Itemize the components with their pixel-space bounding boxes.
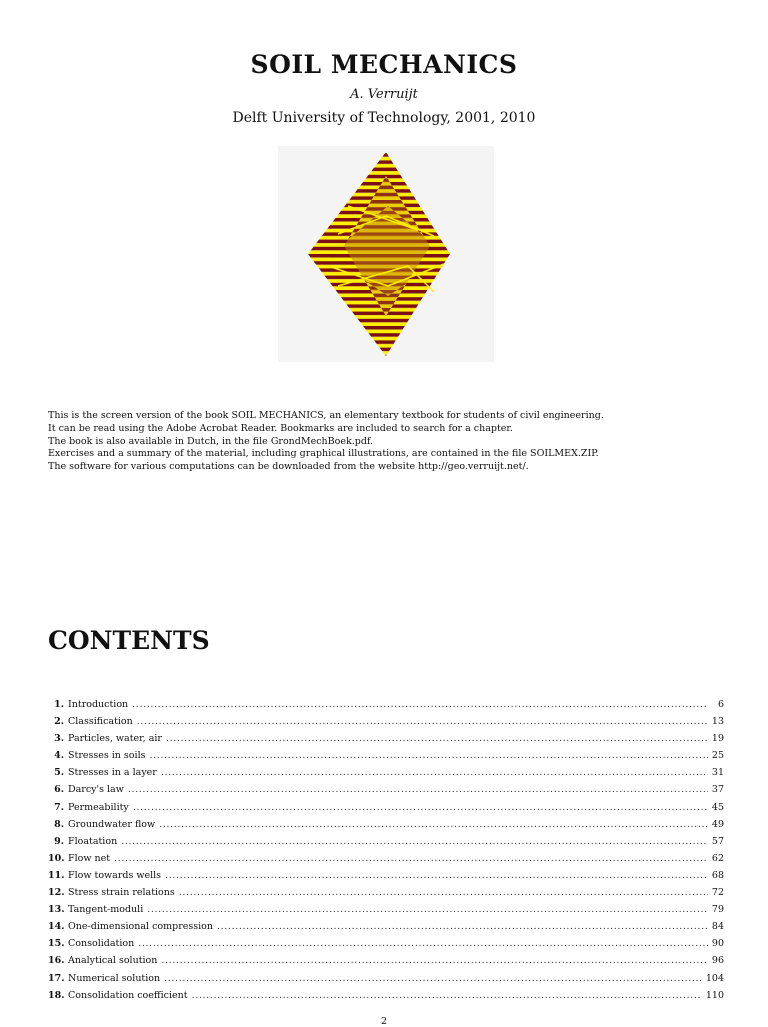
toc-entry[interactable] [48, 781, 724, 798]
toc-entry-number: 6. [54, 784, 64, 796]
striped-diamond-graphic [278, 146, 494, 362]
toc-entry-page: 19 [711, 733, 724, 745]
toc-entry[interactable] [48, 867, 724, 884]
toc-entry-number: 14. [48, 921, 65, 933]
toc-dot-leader [128, 781, 708, 798]
toc-entry-title[interactable]: Flow towards wells [68, 869, 162, 881]
toc-entry[interactable] [48, 833, 724, 850]
toc-entry[interactable] [48, 987, 724, 1004]
toc-entry-page: 90 [711, 938, 724, 950]
toc-entry[interactable] [48, 884, 724, 901]
toc-entry-page: 57 [711, 835, 724, 847]
toc-entry-page: 31 [711, 767, 724, 779]
toc-entry-page: 25 [711, 750, 724, 762]
toc-dot-leader [161, 764, 708, 781]
toc-dot-leader [159, 816, 708, 833]
intro-paragraph [48, 410, 728, 474]
toc-entry-title[interactable]: Stress strain relations [68, 887, 175, 899]
toc-dot-leader [149, 747, 707, 764]
intro-line: It can be read using the Adobe Acrobat Reader. Bookmarks are included to search for a chapter. [48, 422, 513, 434]
toc-entry-title[interactable]: Numerical solution [68, 972, 161, 984]
book-title: SOIL MECHANICS [250, 50, 518, 79]
toc-entry-title[interactable]: Darcy's law [68, 784, 124, 796]
toc-entry[interactable] [48, 764, 724, 781]
toc-entry[interactable] [48, 816, 724, 833]
toc-entry-number: 3. [54, 733, 64, 745]
toc-dot-leader [165, 867, 708, 884]
toc-entry[interactable] [48, 935, 724, 952]
toc-entry-page: 68 [711, 869, 724, 881]
toc-dot-leader [217, 918, 708, 935]
cover-illustration [278, 146, 494, 362]
toc-entry-page: 62 [711, 852, 724, 864]
toc-entry-page: 110 [705, 989, 724, 1001]
toc-dot-leader [133, 799, 708, 816]
toc-entry-page: 37 [711, 784, 724, 796]
toc-entry-number: 4. [54, 750, 64, 762]
toc-entry-number: 18. [48, 989, 65, 1001]
toc-entry[interactable] [48, 713, 724, 730]
toc-entry-title[interactable]: Consolidation [68, 938, 135, 950]
toc-dot-leader [147, 901, 708, 918]
toc-entry-title[interactable]: Analytical solution [68, 955, 158, 967]
toc-entry[interactable] [48, 901, 724, 918]
toc-dot-leader [161, 952, 708, 969]
toc-dot-leader [114, 850, 708, 867]
toc-entry-title[interactable]: Permeability [68, 801, 129, 813]
toc-dot-leader [121, 833, 708, 850]
intro-line: This is the screen version of the book SOIL MECHANICS, an elementary textbook for students of civil engineering. [48, 410, 604, 421]
toc-entry[interactable] [48, 696, 724, 713]
toc-entry[interactable] [48, 747, 724, 764]
toc-entry-title[interactable]: Flow net [68, 852, 111, 864]
toc-dot-leader [137, 713, 708, 730]
affiliation: Delft University of Technology, 2001, 2010 [232, 110, 536, 126]
toc-dot-leader [166, 730, 708, 747]
toc-entry[interactable] [48, 730, 724, 747]
author: A. Verruijt [350, 87, 418, 102]
intro-line: The book is also available in Dutch, in the file GrondMechBoek.pdf. [48, 435, 374, 447]
toc-entry-title[interactable]: One-dimensional compression [68, 921, 214, 933]
intro-line: The software for various computations can be downloaded from the website http://geo.verruijt.net/. [48, 461, 529, 473]
toc-entry-page: 49 [711, 818, 724, 830]
toc-entry-page: 104 [705, 972, 724, 984]
toc-entry-number: 7. [54, 801, 64, 813]
toc-entry[interactable] [48, 918, 724, 935]
toc-dot-leader [132, 696, 708, 713]
toc-entry-title[interactable]: Classification [68, 716, 133, 728]
toc-entry-number: 11. [48, 869, 65, 881]
toc-entry-title[interactable]: Floatation [68, 835, 118, 847]
toc-entry-title[interactable]: Stresses in soils [68, 750, 146, 762]
intro-line: Exercises and a summary of the material, including graphical illustrations, are contained in the file SOILMEX.ZIP. [48, 448, 599, 460]
toc-entry-number: 13. [48, 904, 65, 916]
toc-entry-title[interactable]: Tangent-moduli [68, 904, 144, 916]
toc-entry[interactable] [48, 850, 724, 867]
toc-entry-number: 5. [54, 767, 64, 779]
toc-entry-title[interactable]: Groundwater flow [68, 818, 156, 830]
toc-entry-number: 8. [54, 818, 64, 830]
toc-entry-title[interactable]: Introduction [68, 699, 129, 710]
toc-entry[interactable] [48, 799, 724, 816]
toc-entry-number: 9. [54, 835, 64, 847]
toc-entry-number: 16. [48, 955, 65, 967]
toc-entry[interactable] [48, 970, 724, 987]
toc-entry-page: 96 [711, 955, 724, 967]
toc-entry-number: 17. [48, 972, 65, 984]
toc-entry[interactable] [48, 952, 724, 969]
toc-entry-title[interactable]: Particles, water, air [68, 733, 162, 745]
toc-entry-page: 79 [711, 904, 724, 916]
toc-entry-number: 10. [48, 852, 65, 864]
toc-entry-number: 12. [48, 887, 65, 899]
toc-entry-page: 6 [717, 699, 724, 710]
toc-entry-page: 13 [711, 716, 724, 728]
toc-dot-leader [179, 884, 708, 901]
page-number: 2 [380, 1016, 388, 1027]
toc-dot-leader [164, 970, 702, 987]
toc-entry-number: 15. [48, 938, 65, 950]
toc-entry-title[interactable]: Consolidation coefficient [68, 989, 188, 1001]
toc-entry-page: 45 [711, 801, 724, 813]
table-of-contents [48, 696, 724, 1004]
toc-dot-leader [192, 987, 702, 1004]
toc-entry-number: 1. [54, 699, 64, 710]
toc-entry-page: 84 [711, 921, 724, 933]
toc-dot-leader [138, 935, 708, 952]
contents-heading: CONTENTS [48, 626, 210, 655]
toc-entry-page: 72 [711, 887, 724, 899]
toc-entry-number: 2. [54, 716, 64, 728]
toc-entry-title[interactable]: Stresses in a layer [68, 767, 157, 779]
